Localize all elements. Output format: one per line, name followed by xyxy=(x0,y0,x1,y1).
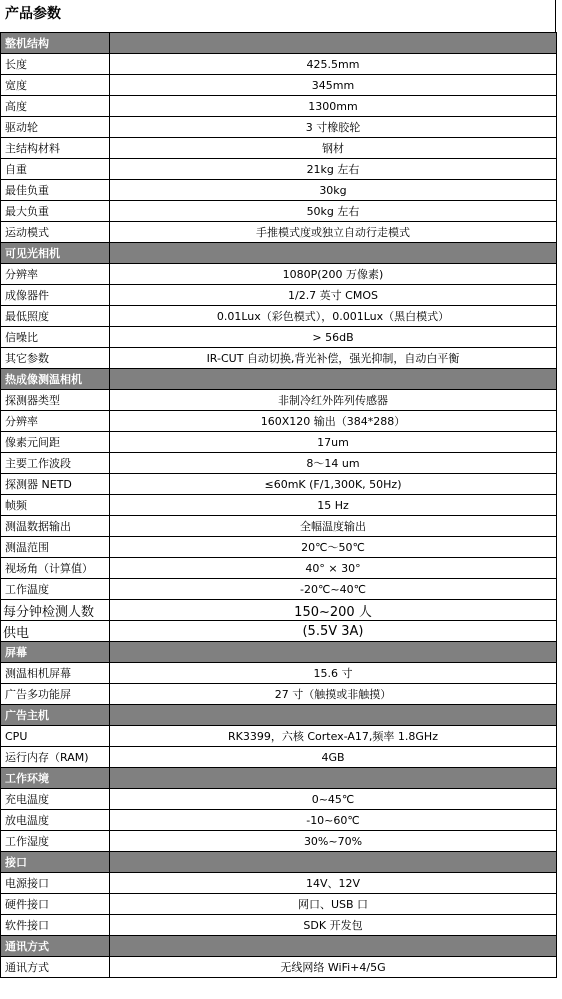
table-row xyxy=(1,327,557,348)
row-value: 非制冷红外阵列传感器 xyxy=(110,390,557,411)
spec-table-body xyxy=(1,33,557,978)
row-value: 27 寸（触摸或非触摸） xyxy=(110,684,557,705)
row-label: 测温相机屏幕 xyxy=(1,663,110,684)
row-label: 运行内存（RAM) xyxy=(1,747,110,768)
row-label: 驱动轮 xyxy=(1,117,110,138)
table-row xyxy=(1,621,557,642)
table-row xyxy=(1,600,557,621)
table-row xyxy=(1,810,557,831)
table-row xyxy=(1,747,557,768)
row-label: 成像器件 xyxy=(1,285,110,306)
table-row xyxy=(1,516,557,537)
table-row xyxy=(1,285,557,306)
row-label: 宽度 xyxy=(1,75,110,96)
table-row xyxy=(1,201,557,222)
row-value: 15.6 寸 xyxy=(110,663,557,684)
row-value: 网口、USB 口 xyxy=(110,894,557,915)
section-fill xyxy=(110,642,557,663)
row-value: > 56dB xyxy=(110,327,557,348)
row-label: 自重 xyxy=(1,159,110,180)
section-title: 热成像测温相机 xyxy=(1,369,110,390)
row-label: 长度 xyxy=(1,54,110,75)
row-value: 40° × 30° xyxy=(110,558,557,579)
row-value: 14V、12V xyxy=(110,873,557,894)
table-row xyxy=(1,579,557,600)
row-value: 4GB xyxy=(110,747,557,768)
row-label: 电源接口 xyxy=(1,873,110,894)
section-title: 可见光相机 xyxy=(1,243,110,264)
row-value: 8～14 um xyxy=(110,453,557,474)
table-row xyxy=(1,831,557,852)
row-label: 其它参数 xyxy=(1,348,110,369)
row-label: 分辨率 xyxy=(1,411,110,432)
row-value: 425.5mm xyxy=(110,54,557,75)
section-title: 工作环境 xyxy=(1,768,110,789)
table-row xyxy=(1,222,557,243)
table-row xyxy=(1,558,557,579)
row-value: 30kg xyxy=(110,180,557,201)
table-row xyxy=(1,453,557,474)
row-value: (5.5V 3A) xyxy=(110,621,557,642)
table-row xyxy=(1,306,557,327)
row-value: 160X120 输出（384*288） xyxy=(110,411,557,432)
row-value: 17um xyxy=(110,432,557,453)
row-label: 最佳负重 xyxy=(1,180,110,201)
row-value: 30%~70% xyxy=(110,831,557,852)
row-value: 1080P(200 万像素) xyxy=(110,264,557,285)
row-value: 345mm xyxy=(110,75,557,96)
row-label: 工作湿度 xyxy=(1,831,110,852)
section-header-row xyxy=(1,852,557,873)
row-label: 工作温度 xyxy=(1,579,110,600)
table-row xyxy=(1,96,557,117)
section-header-row xyxy=(1,705,557,726)
table-row xyxy=(1,348,557,369)
row-value: 1/2.7 英寸 CMOS xyxy=(110,285,557,306)
table-row xyxy=(1,726,557,747)
section-fill xyxy=(110,33,557,54)
table-row xyxy=(1,264,557,285)
page-title: 产品参数 xyxy=(5,6,61,22)
row-label: 广告多功能屏 xyxy=(1,684,110,705)
row-label: 供电 xyxy=(1,621,110,642)
section-fill xyxy=(110,243,557,264)
table-row xyxy=(1,684,557,705)
row-value: SDK 开发包 xyxy=(110,915,557,936)
row-label: 充电温度 xyxy=(1,789,110,810)
row-value: 无线网络 WiFi+4/5G xyxy=(110,957,557,978)
section-title: 整机结构 xyxy=(1,33,110,54)
row-label: 最低照度 xyxy=(1,306,110,327)
row-label: 每分钟检测人数 xyxy=(1,600,110,621)
row-value: 全幅温度输出 xyxy=(110,516,557,537)
section-fill xyxy=(110,369,557,390)
section-title: 通讯方式 xyxy=(1,936,110,957)
section-header-row xyxy=(1,33,557,54)
row-value: 1300mm xyxy=(110,96,557,117)
section-fill xyxy=(110,936,557,957)
table-row xyxy=(1,663,557,684)
table-row xyxy=(1,54,557,75)
row-value: 0.01Lux（彩色模式），0.001Lux（黑白模式） xyxy=(110,306,557,327)
row-value: 手推模式度或独立自动行走模式 xyxy=(110,222,557,243)
row-value: IR-CUT 自动切换,背光补偿，强光抑制，自动白平衡 xyxy=(110,348,557,369)
row-value: 20℃～50℃ xyxy=(110,537,557,558)
row-value: -20℃~40℃ xyxy=(110,579,557,600)
row-label: 主要工作波段 xyxy=(1,453,110,474)
table-row xyxy=(1,159,557,180)
table-row xyxy=(1,537,557,558)
table-row xyxy=(1,915,557,936)
row-label: 信噪比 xyxy=(1,327,110,348)
row-value: 钢材 xyxy=(110,138,557,159)
row-label: 最大负重 xyxy=(1,201,110,222)
row-label: 像素元间距 xyxy=(1,432,110,453)
table-row xyxy=(1,894,557,915)
section-title: 接口 xyxy=(1,852,110,873)
section-header-row xyxy=(1,369,557,390)
table-row xyxy=(1,474,557,495)
row-value: -10~60℃ xyxy=(110,810,557,831)
section-title: 广告主机 xyxy=(1,705,110,726)
spec-table xyxy=(0,32,557,978)
row-label: 放电温度 xyxy=(1,810,110,831)
table-row xyxy=(1,789,557,810)
row-label: 通讯方式 xyxy=(1,957,110,978)
section-title: 屏幕 xyxy=(1,642,110,663)
row-value: 50kg 左右 xyxy=(110,201,557,222)
row-value: 3 寸橡胶轮 xyxy=(110,117,557,138)
title-row xyxy=(0,0,556,32)
row-label: 测温数据输出 xyxy=(1,516,110,537)
table-row xyxy=(1,411,557,432)
row-value: 0~45℃ xyxy=(110,789,557,810)
table-row xyxy=(1,390,557,411)
row-label: 硬件接口 xyxy=(1,894,110,915)
table-row xyxy=(1,495,557,516)
section-header-row xyxy=(1,768,557,789)
row-label: 视场角（计算值） xyxy=(1,558,110,579)
section-fill xyxy=(110,852,557,873)
row-value: 15 Hz xyxy=(110,495,557,516)
table-row xyxy=(1,432,557,453)
row-label: 软件接口 xyxy=(1,915,110,936)
row-label: 高度 xyxy=(1,96,110,117)
row-label: 主结构材料 xyxy=(1,138,110,159)
row-label: 分辨率 xyxy=(1,264,110,285)
row-label: 帧频 xyxy=(1,495,110,516)
section-header-row xyxy=(1,936,557,957)
table-row xyxy=(1,75,557,96)
table-row xyxy=(1,957,557,978)
section-fill xyxy=(110,705,557,726)
row-value: 21kg 左右 xyxy=(110,159,557,180)
row-label: 探测器 NETD xyxy=(1,474,110,495)
table-row xyxy=(1,138,557,159)
row-label: CPU xyxy=(1,726,110,747)
row-value: 150~200 人 xyxy=(110,600,557,621)
row-label: 运动模式 xyxy=(1,222,110,243)
row-label: 测温范围 xyxy=(1,537,110,558)
table-row xyxy=(1,180,557,201)
table-row xyxy=(1,117,557,138)
section-fill xyxy=(110,768,557,789)
section-header-row xyxy=(1,243,557,264)
row-label: 探测器类型 xyxy=(1,390,110,411)
section-header-row xyxy=(1,642,557,663)
table-row xyxy=(1,873,557,894)
row-value: RK3399，六核 Cortex-A17,频率 1.8GHz xyxy=(110,726,557,747)
row-value: ≤60mK (F/1,300K, 50Hz) xyxy=(110,474,557,495)
